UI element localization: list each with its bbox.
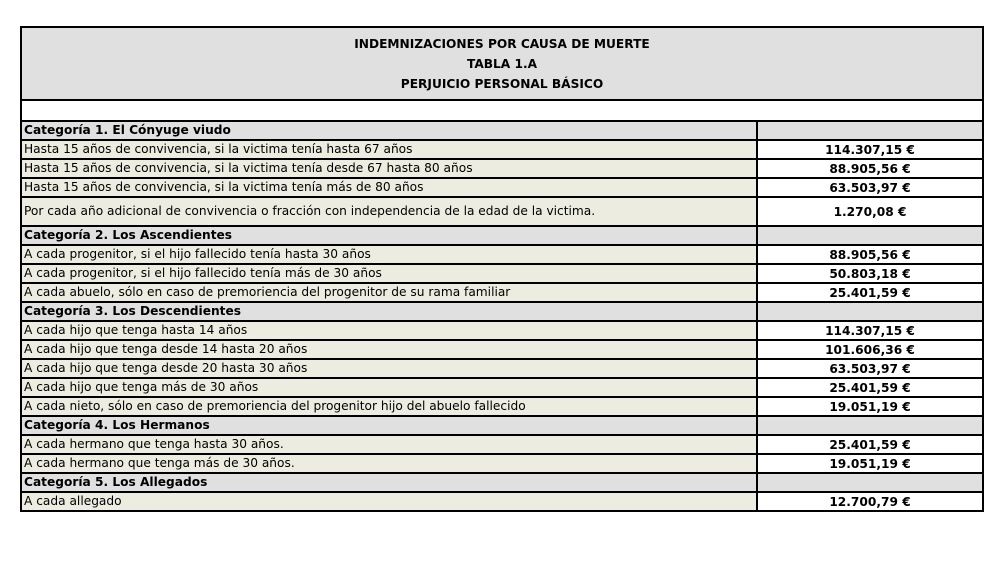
row-amount: 63.503,97 € [758, 360, 982, 377]
table-row [22, 341, 982, 360]
row-label: A cada hermano que tenga hasta 30 años. [22, 436, 758, 453]
table-row [22, 141, 982, 160]
table-row [22, 455, 982, 474]
row-label: Hasta 15 años de convivencia, si la victima tenía hasta 67 años [22, 141, 758, 158]
row-label: A cada nieto, sólo en caso de premoriencia del progenitor hijo del abuelo fallecido [22, 398, 758, 415]
row-amount: 63.503,97 € [758, 179, 982, 196]
category-row [22, 122, 982, 141]
row-amount [758, 417, 982, 434]
category-label: Categoría 1. El Cónyuge viudo [22, 122, 758, 139]
row-label: A cada progenitor, si el hijo fallecido tenía hasta 30 años [22, 246, 758, 263]
row-label: A cada hijo que tenga desde 14 hasta 20 años [22, 341, 758, 358]
row-amount: 50.803,18 € [758, 265, 982, 282]
category-row [22, 303, 982, 322]
row-label: Hasta 15 años de convivencia, si la victima tenía desde 67 hasta 80 años [22, 160, 758, 177]
header-subtitle: PERJUICIO PERSONAL BÁSICO [400, 76, 604, 91]
category-row [22, 474, 982, 493]
table-body [22, 122, 982, 510]
row-label: A cada hermano que tenga más de 30 años. [22, 455, 758, 472]
row-label: Por cada año adicional de convivencia o fracción con independencia de la edad de la victima. [22, 198, 758, 225]
category-row [22, 227, 982, 246]
row-amount: 12.700,79 € [758, 493, 982, 510]
row-amount: 1.270,08 € [758, 198, 982, 225]
row-amount: 88.905,56 € [758, 246, 982, 263]
header-title: INDEMNIZACIONES POR CAUSA DE MUERTE [354, 36, 650, 51]
row-amount: 25.401,59 € [758, 379, 982, 396]
row-label: A cada abuelo, sólo en caso de premoriencia del progenitor de su rama familiar [22, 284, 758, 301]
table-row [22, 493, 982, 510]
table-row [22, 436, 982, 455]
row-label: A cada hijo que tenga más de 30 años [22, 379, 758, 396]
row-amount: 19.051,19 € [758, 398, 982, 415]
row-amount: 19.051,19 € [758, 455, 982, 472]
row-amount: 101.606,36 € [758, 341, 982, 358]
table-row [22, 265, 982, 284]
category-row [22, 417, 982, 436]
row-label: A cada hijo que tenga hasta 14 años [22, 322, 758, 339]
table-row [22, 246, 982, 265]
row-amount: 25.401,59 € [758, 284, 982, 301]
row-label: A cada progenitor, si el hijo fallecido tenía más de 30 años [22, 265, 758, 282]
row-label: A cada hijo que tenga desde 20 hasta 30 años [22, 360, 758, 377]
table-row [22, 360, 982, 379]
row-amount [758, 122, 982, 139]
row-amount: 114.307,15 € [758, 141, 982, 158]
row-amount [758, 474, 982, 491]
table-row [22, 379, 982, 398]
table-row [22, 322, 982, 341]
table-header [22, 28, 982, 101]
table-row [22, 284, 982, 303]
table-row [22, 198, 982, 227]
row-amount [758, 227, 982, 244]
header-table-number: TABLA 1.A [466, 56, 538, 71]
row-amount: 114.307,15 € [758, 322, 982, 339]
table-row [22, 160, 982, 179]
category-label: Categoría 5. Los Allegados [22, 474, 758, 491]
category-label: Categoría 2. Los Ascendientes [22, 227, 758, 244]
category-label: Categoría 3. Los Descendientes [22, 303, 758, 320]
row-amount: 25.401,59 € [758, 436, 982, 453]
table-row [22, 179, 982, 198]
indemnity-table [20, 26, 984, 512]
category-label: Categoría 4. Los Hermanos [22, 417, 758, 434]
blank-row [22, 101, 982, 122]
row-amount [758, 303, 982, 320]
row-label: Hasta 15 años de convivencia, si la victima tenía más de 80 años [22, 179, 758, 196]
row-label: A cada allegado [22, 493, 758, 510]
row-amount: 88.905,56 € [758, 160, 982, 177]
table-row [22, 398, 982, 417]
